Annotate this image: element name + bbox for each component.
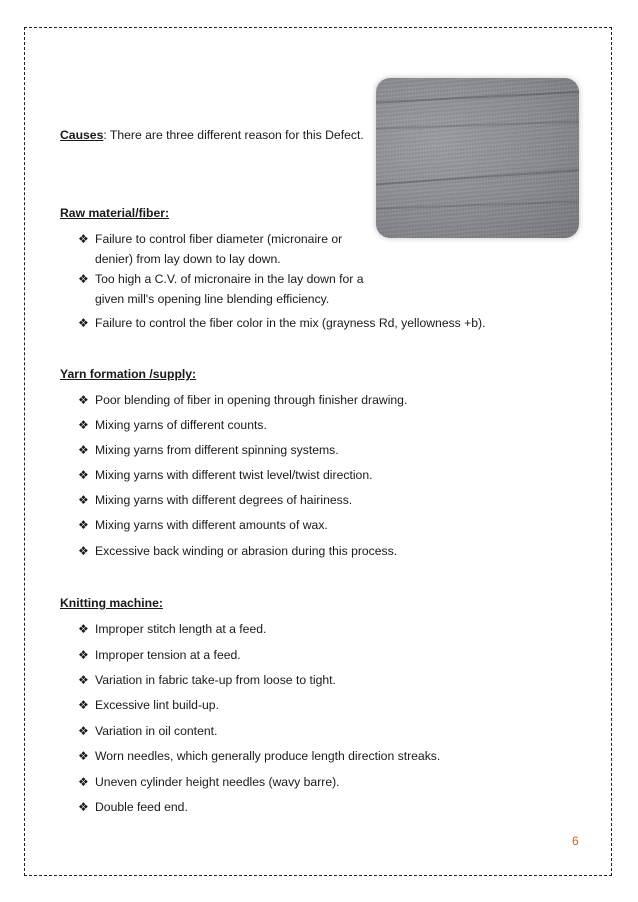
bullet-icon: ❖ — [78, 698, 89, 712]
causes-paragraph — [60, 127, 364, 143]
list-item-text: Excessive lint build-up. — [95, 698, 219, 712]
list-item — [78, 670, 336, 690]
list-item-text: Double feed end. — [95, 800, 188, 814]
bullet-icon: ❖ — [78, 800, 89, 814]
list-item-text: Excessive back winding or abrasion during this process. — [95, 544, 398, 558]
bullet-icon: ❖ — [78, 749, 89, 763]
bullet-icon: ❖ — [78, 316, 89, 330]
fabric-streak — [376, 200, 579, 210]
fabric-streak — [376, 168, 579, 186]
list-item-text: Failure to control the fiber color in the mix (grayness Rd, yellowness +b). — [95, 316, 486, 330]
fabric-streak — [376, 90, 579, 104]
list-item-text: Failure to control fiber diameter (micronaire or denier) from lay down to lay down. — [95, 232, 343, 266]
list-item — [78, 645, 241, 665]
list-item — [78, 229, 360, 269]
bullet-icon: ❖ — [78, 724, 89, 738]
bullet-icon: ❖ — [78, 622, 89, 636]
bullet-icon: ❖ — [78, 775, 89, 789]
list-item — [78, 515, 328, 535]
bullet-icon: ❖ — [78, 648, 89, 662]
list-item — [78, 390, 407, 410]
bullet-icon: ❖ — [78, 443, 89, 457]
list-item — [78, 619, 266, 639]
list-item-text: Mixing yarns with different amounts of wax. — [95, 518, 328, 532]
list-item-text: Poor blending of fiber in opening through finisher drawing. — [95, 393, 408, 407]
bullet-icon: ❖ — [78, 272, 89, 286]
list-item — [78, 721, 217, 741]
yarn-formation-heading: Yarn formation /supply: — [60, 367, 197, 381]
list-item-text: Improper stitch length at a feed. — [95, 622, 267, 636]
raw-material-heading: Raw material/fiber: — [60, 206, 170, 220]
list-item-text: Worn needles, which generally produce length direction streaks. — [95, 749, 441, 763]
causes-text: There are three different reason for this Defect. — [106, 128, 364, 142]
list-item-text: Variation in fabric take-up from loose to tight. — [95, 673, 336, 687]
bullet-icon: ❖ — [78, 673, 89, 687]
list-item — [78, 415, 267, 435]
list-item-text: Improper tension at a feed. — [95, 648, 241, 662]
list-item — [78, 772, 340, 792]
causes-label: Causes — [60, 128, 104, 142]
list-item-text: Mixing yarns from different spinning systems. — [95, 443, 339, 457]
page-number: 6 — [572, 834, 579, 848]
causes-colon: : — [103, 128, 107, 142]
bullet-icon: ❖ — [78, 232, 89, 246]
list-item-text: Too high a C.V. of micronaire in the lay down for a given mill's opening line blending efficiency. — [95, 272, 364, 306]
fabric-streak — [376, 120, 579, 130]
list-item — [78, 313, 486, 333]
bullet-icon: ❖ — [78, 418, 89, 432]
list-item — [78, 440, 339, 460]
list-item — [78, 490, 352, 510]
bullet-icon: ❖ — [78, 393, 89, 407]
list-item — [78, 695, 219, 715]
knitting-machine-heading: Knitting machine: — [60, 596, 163, 610]
fabric-defect-photo — [376, 78, 579, 238]
list-item — [78, 746, 440, 766]
list-item-text: Mixing yarns of different counts. — [95, 418, 267, 432]
list-item — [78, 541, 397, 561]
list-item — [78, 797, 188, 817]
list-item-text: Variation in oil content. — [95, 724, 218, 738]
list-item — [78, 465, 372, 485]
list-item-text: Mixing yarns with different degrees of hairiness. — [95, 493, 353, 507]
bullet-icon: ❖ — [78, 468, 89, 482]
list-item-text: Uneven cylinder height needles (wavy barre). — [95, 775, 340, 789]
bullet-icon: ❖ — [78, 518, 89, 532]
list-item-text: Mixing yarns with different twist level/twist direction. — [95, 468, 373, 482]
bullet-icon: ❖ — [78, 544, 89, 558]
list-item — [78, 269, 370, 309]
bullet-icon: ❖ — [78, 493, 89, 507]
